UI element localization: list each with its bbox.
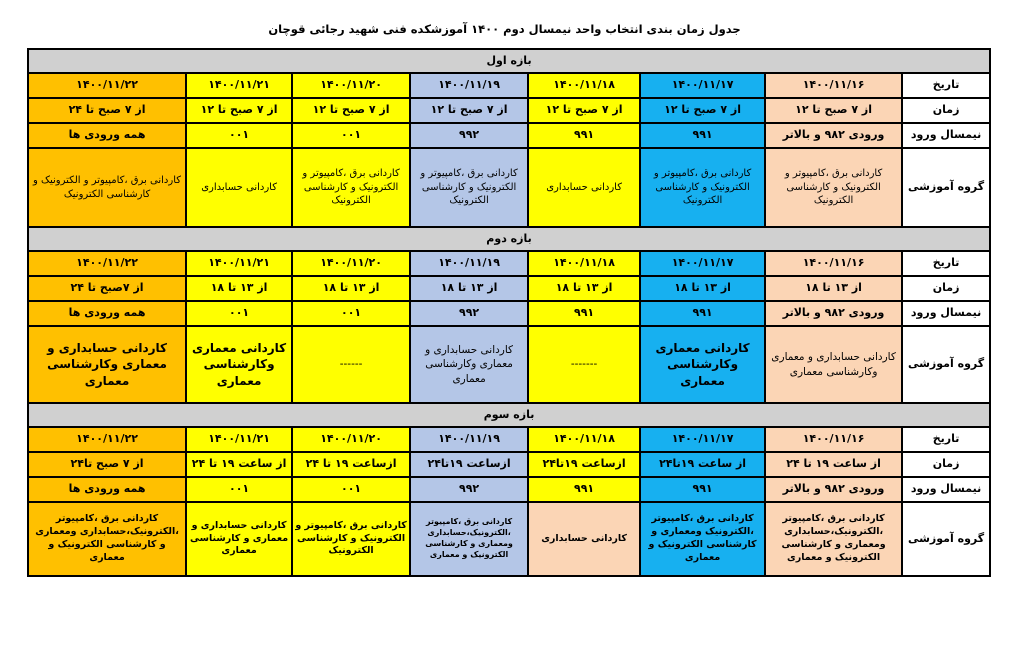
group-cell: کاردانی حسابداری و معماری وکارشناسی معماری bbox=[765, 326, 902, 403]
group-cell: ------- bbox=[528, 326, 640, 403]
time-cell: از ساعت ۱۹تا۲۴ bbox=[640, 452, 765, 477]
group-cell: کاردانی حسابداری و معماری وکارشناسی معماری bbox=[28, 326, 186, 403]
time-cell: از ۷ صبح تا ۱۲ bbox=[410, 98, 528, 123]
time-cell: از ۷ صبح تا ۱۲ bbox=[640, 98, 765, 123]
date-cell: ۱۴۰۰/۱۱/۲۰ bbox=[292, 73, 410, 98]
date-cell: ۱۴۰۰/۱۱/۲۰ bbox=[292, 427, 410, 452]
times-row bbox=[28, 276, 990, 301]
group-cell: کاردانی برق ،کامپیوتر و الکترونیک و کارشناسی الکترونیک bbox=[292, 148, 410, 227]
date-cell: ۱۴۰۰/۱۱/۲۱ bbox=[186, 427, 292, 452]
entry-cell: ۹۹۱ bbox=[640, 477, 765, 502]
entry-cell: ۹۹۱ bbox=[640, 301, 765, 326]
time-cell: از ۱۳ تا ۱۸ bbox=[292, 276, 410, 301]
row-label-group: گروه آموزشی bbox=[902, 326, 990, 403]
date-cell: ۱۴۰۰/۱۱/۱۹ bbox=[410, 251, 528, 276]
time-cell: از ۷ صبح تا ۱۲ bbox=[186, 98, 292, 123]
row-label-date: تاریخ bbox=[902, 73, 990, 98]
time-cell: از ۷ صبح تا ۲۴ bbox=[28, 98, 186, 123]
row-label-date: تاریخ bbox=[902, 427, 990, 452]
date-cell: ۱۴۰۰/۱۱/۱۷ bbox=[640, 427, 765, 452]
row-label-entry: نیمسال ورود bbox=[902, 301, 990, 326]
entry-cell: همه ورودی ها bbox=[28, 477, 186, 502]
entry-cell: ۰۰۱ bbox=[186, 123, 292, 148]
entry-cell: همه ورودی ها bbox=[28, 123, 186, 148]
date-cell: ۱۴۰۰/۱۱/۱۶ bbox=[765, 73, 902, 98]
row-label-group: گروه آموزشی bbox=[902, 502, 990, 576]
time-cell: ازساعت ۱۹تا۲۴ bbox=[528, 452, 640, 477]
time-cell: از ساعت ۱۹ تا ۲۴ bbox=[186, 452, 292, 477]
entry-cell: ۰۰۱ bbox=[292, 123, 410, 148]
date-cell: ۱۴۰۰/۱۱/۲۲ bbox=[28, 251, 186, 276]
group-cell: کاردانی برق ،کامپیوتر ،الکترونیک،حسابداری ومعماری و کارشناسی الکترونیک و معماری bbox=[28, 502, 186, 576]
period-title: بازه دوم bbox=[28, 227, 990, 251]
entry-cell: ۹۹۲ bbox=[410, 477, 528, 502]
group-cell: کاردانی برق ،کامپیوتر و الکترونیک و کارشناسی الکترونیک bbox=[640, 148, 765, 227]
group-cell: کاردانی حسابداری و معماری وکارشناسی معماری bbox=[410, 326, 528, 403]
time-cell: از ساعت ۱۹ تا ۲۴ bbox=[765, 452, 902, 477]
period-header-row bbox=[28, 403, 990, 427]
date-cell: ۱۴۰۰/۱۱/۱۶ bbox=[765, 251, 902, 276]
time-cell: از ۱۳ تا ۱۸ bbox=[765, 276, 902, 301]
time-cell: از ۷ صبح تا ۱۲ bbox=[528, 98, 640, 123]
time-cell: از ۱۳ تا ۱۸ bbox=[640, 276, 765, 301]
document-title: جدول زمان بندی انتخاب واحد نیمسال دوم ۱۴۰۰ آموزشکده فنی شهید رجائی قوچان bbox=[268, 22, 741, 36]
entry-cell: ۹۹۱ bbox=[528, 477, 640, 502]
date-cell: ۱۴۰۰/۱۱/۱۸ bbox=[528, 427, 640, 452]
entry-cell: ۹۹۲ bbox=[410, 123, 528, 148]
entry-cell: ورودی ۹۸۲ و بالاتر bbox=[765, 477, 902, 502]
times-row bbox=[28, 452, 990, 477]
period-header-row bbox=[28, 49, 990, 73]
group-cell: کاردانی حسابداری و معماری و کارشناسی معماری bbox=[186, 502, 292, 576]
group-cell: کاردانی برق ،کامپیوتر و الکترونیک و کارشناسی الکترونیک bbox=[765, 148, 902, 227]
date-cell: ۱۴۰۰/۱۱/۱۶ bbox=[765, 427, 902, 452]
group-cell: کاردانی برق ،کامپیوتر و الکترونیک و کارشناسی الکترونیک bbox=[292, 502, 410, 576]
time-cell: از ۷ صبح تا ۱۲ bbox=[765, 98, 902, 123]
date-cell: ۱۴۰۰/۱۱/۱۹ bbox=[410, 73, 528, 98]
time-cell: از ۷ صبح تا۲۴ bbox=[28, 452, 186, 477]
time-cell: از ۱۳ تا ۱۸ bbox=[186, 276, 292, 301]
row-label-time: زمان bbox=[902, 276, 990, 301]
entries-row bbox=[28, 301, 990, 326]
date-cell: ۱۴۰۰/۱۱/۱۸ bbox=[528, 73, 640, 98]
entry-cell: ورودی ۹۸۲ و بالاتر bbox=[765, 301, 902, 326]
entry-cell: ورودی ۹۸۲ و بالاتر bbox=[765, 123, 902, 148]
schedule-table bbox=[27, 48, 991, 577]
entries-row bbox=[28, 477, 990, 502]
date-cell: ۱۴۰۰/۱۱/۲۰ bbox=[292, 251, 410, 276]
entry-cell: ۰۰۱ bbox=[292, 301, 410, 326]
entry-cell: ۹۹۱ bbox=[528, 301, 640, 326]
entry-cell: ۰۰۱ bbox=[186, 477, 292, 502]
group-cell: کاردانی حسابداری bbox=[528, 148, 640, 227]
group-cell: کاردانی حسابداری bbox=[186, 148, 292, 227]
group-cell: کاردانی معماری وکارشناسی معماری bbox=[640, 326, 765, 403]
row-label-time: زمان bbox=[902, 452, 990, 477]
groups-row bbox=[28, 502, 990, 576]
group-cell: کاردانی برق ،کامپیوتر ،الکترونیک،حسابداری ومعماری و کارشناسی الکترونیک و معماری bbox=[410, 502, 528, 576]
date-cell: ۱۴۰۰/۱۱/۱۷ bbox=[640, 73, 765, 98]
entry-cell: ۹۹۱ bbox=[528, 123, 640, 148]
groups-row bbox=[28, 148, 990, 227]
time-cell: از ۷صبح تا ۲۴ bbox=[28, 276, 186, 301]
group-cell: کاردانی برق ،کامپیوتر ،الکترونیک،حسابداری ومعماری و کارشناسی الکترونیک و معماری bbox=[765, 502, 902, 576]
date-cell: ۱۴۰۰/۱۱/۱۷ bbox=[640, 251, 765, 276]
entry-cell: ۰۰۱ bbox=[186, 301, 292, 326]
date-cell: ۱۴۰۰/۱۱/۲۲ bbox=[28, 427, 186, 452]
date-cell: ۱۴۰۰/۱۱/۱۹ bbox=[410, 427, 528, 452]
row-label-time: زمان bbox=[902, 98, 990, 123]
entries-row bbox=[28, 123, 990, 148]
group-cell: کاردانی معماری وکارشناسی معماری bbox=[186, 326, 292, 403]
entry-cell: همه ورودی ها bbox=[28, 301, 186, 326]
group-cell: کاردانی حسابداری bbox=[528, 502, 640, 576]
entry-cell: ۹۹۲ bbox=[410, 301, 528, 326]
time-cell: از ۱۳ تا ۱۸ bbox=[528, 276, 640, 301]
group-cell: کاردانی برق ،کامپیوتر و الکترونیک و کارشناسی الکترونیک bbox=[410, 148, 528, 227]
row-label-group: گروه آموزشی bbox=[902, 148, 990, 227]
dates-row bbox=[28, 251, 990, 276]
date-cell: ۱۴۰۰/۱۱/۲۱ bbox=[186, 251, 292, 276]
groups-row bbox=[28, 326, 990, 403]
dates-row bbox=[28, 73, 990, 98]
dates-row bbox=[28, 427, 990, 452]
date-cell: ۱۴۰۰/۱۱/۲۱ bbox=[186, 73, 292, 98]
date-cell: ۱۴۰۰/۱۱/۲۲ bbox=[28, 73, 186, 98]
time-cell: ازساعت ۱۹ تا ۲۴ bbox=[292, 452, 410, 477]
row-label-entry: نیمسال ورود bbox=[902, 123, 990, 148]
group-cell: ------ bbox=[292, 326, 410, 403]
times-row bbox=[28, 98, 990, 123]
row-label-date: تاریخ bbox=[902, 251, 990, 276]
group-cell: کاردانی برق ،کامپیوتر و الکترونیک و کارشناسی الکترونیک bbox=[28, 148, 186, 227]
entry-cell: ۰۰۱ bbox=[292, 477, 410, 502]
time-cell: از ۷ صبح تا ۱۲ bbox=[292, 98, 410, 123]
period-header-row bbox=[28, 227, 990, 251]
time-cell: ازساعت ۱۹تا۲۴ bbox=[410, 452, 528, 477]
date-cell: ۱۴۰۰/۱۱/۱۸ bbox=[528, 251, 640, 276]
time-cell: از ۱۳ تا ۱۸ bbox=[410, 276, 528, 301]
period-title: بازه اول bbox=[28, 49, 990, 73]
row-label-entry: نیمسال ورود bbox=[902, 477, 990, 502]
entry-cell: ۹۹۱ bbox=[640, 123, 765, 148]
group-cell: کاردانی برق ،کامپیوتر ،الکترونیک ومعماری و کارشناسی الکترونیک و معماری bbox=[640, 502, 765, 576]
period-title: بازه سوم bbox=[28, 403, 990, 427]
